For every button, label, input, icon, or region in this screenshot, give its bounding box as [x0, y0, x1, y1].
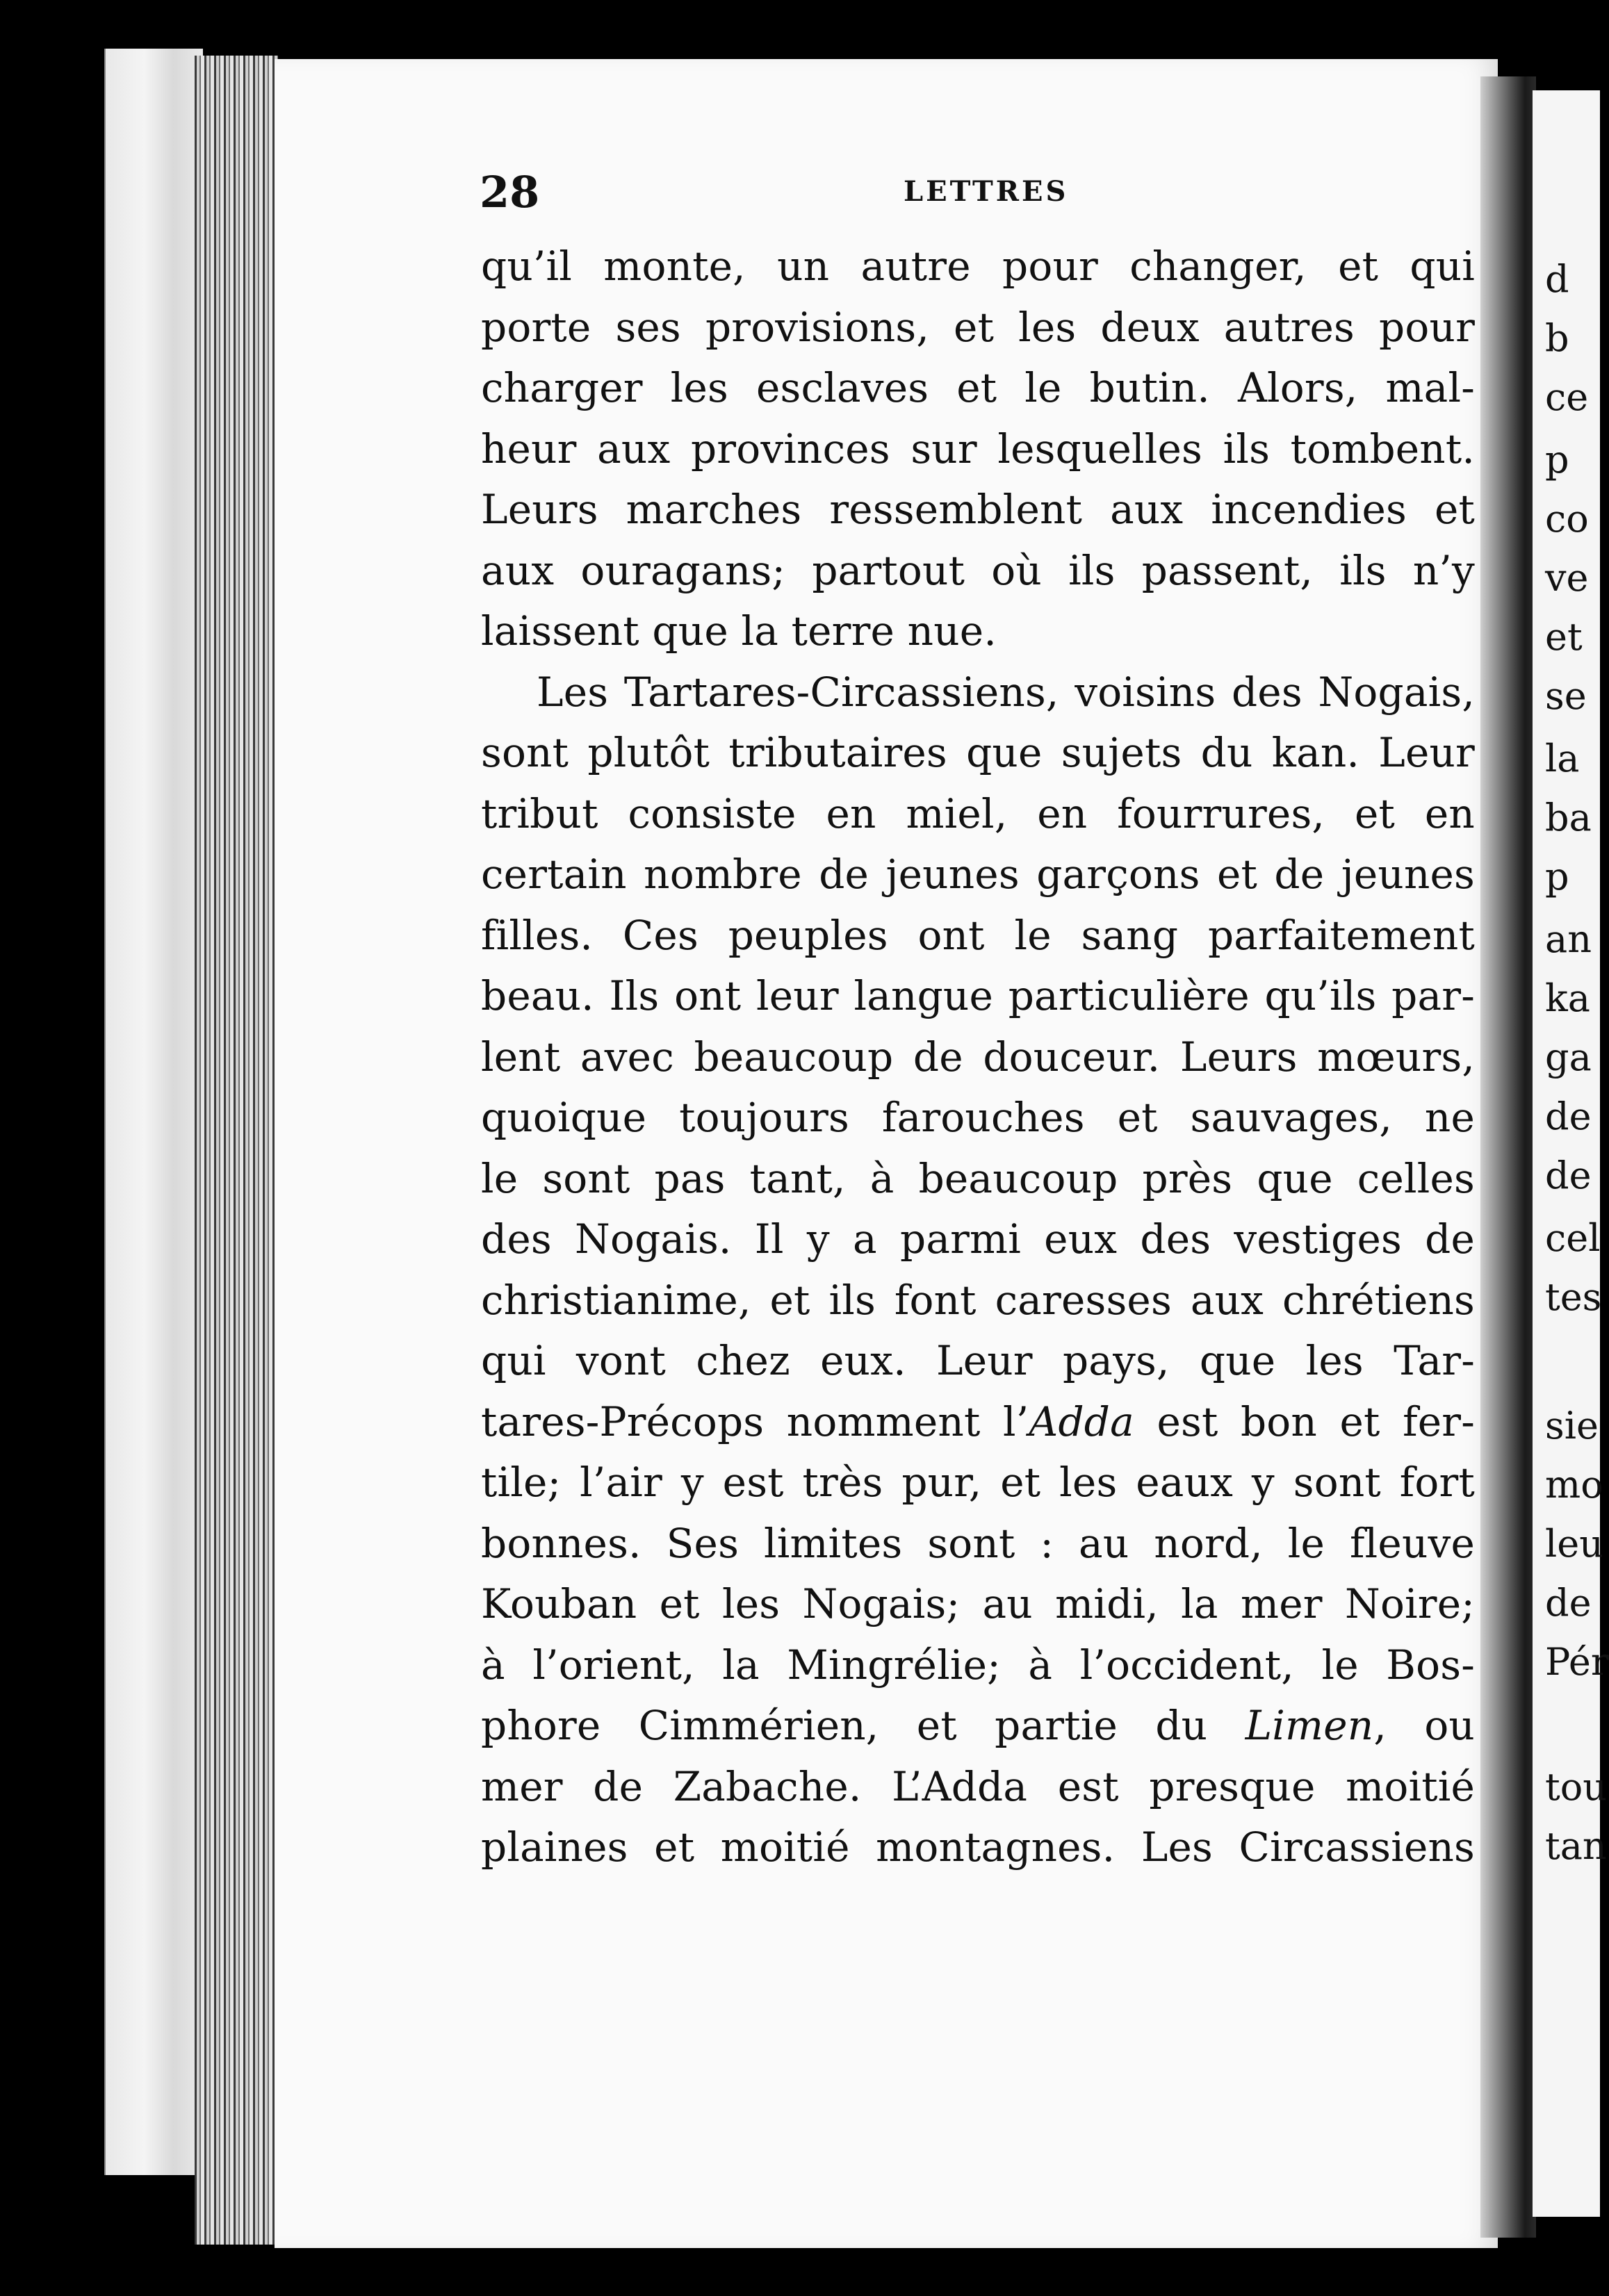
text-line: mer de Zabache. L’Adda est presque moitié — [481, 1762, 1475, 1810]
facing-fragment: mo — [1545, 1463, 1603, 1507]
text-line: charger les esclaves et le butin. Alors, mal- — [481, 364, 1475, 411]
text-line: à l’orient, la Mingrélie; à l’occident, le Bos- — [481, 1641, 1475, 1689]
facing-fragment: tan — [1545, 1824, 1607, 1868]
italic-word-limen: Limen — [1245, 1702, 1374, 1749]
page-edges — [195, 56, 278, 2245]
text-line: quoique toujours farouches et sauvages, ne — [481, 1094, 1475, 1141]
italic-word-adda: Adda — [1029, 1397, 1134, 1445]
text-line: sont plutôt tributaires que sujets du kan. Leur — [481, 729, 1475, 776]
facing-fragment: p — [1545, 438, 1569, 482]
facing-fragment: Pér — [1545, 1640, 1609, 1684]
body-text — [481, 236, 1475, 1878]
text-line: bonnes. Ses limites sont : au nord, le fleuve — [481, 1519, 1475, 1567]
facing-fragment: de — [1545, 1581, 1592, 1625]
facing-fragment: de — [1545, 1094, 1592, 1138]
facing-fragment: p — [1545, 855, 1569, 899]
text-line: certain nombre de jeunes garçons et de jeunes — [481, 851, 1475, 898]
facing-fragment: sie — [1545, 1404, 1599, 1448]
facing-fragment: et — [1545, 615, 1583, 659]
facing-fragment: cel — [1545, 1216, 1601, 1260]
text-line: plaines et moitié montagnes. Les Circassiens — [481, 1823, 1475, 1871]
facing-fragment: ga — [1545, 1035, 1592, 1079]
facing-fragment: ce — [1545, 375, 1589, 419]
text-line: Les Tartares-Circassiens, voisins des Nogais, — [537, 668, 1475, 716]
text-line — [481, 1696, 1475, 1757]
text-segment: est bon et fer- — [1134, 1397, 1475, 1445]
text-line: Leurs marches ressemblent aux incendies et — [481, 486, 1475, 533]
text-line: Kouban et les Nogais; au midi, la mer Noire; — [481, 1580, 1475, 1627]
facing-fragment: ka — [1545, 976, 1590, 1020]
facing-fragment: la — [1545, 737, 1580, 780]
book-gutter — [1480, 76, 1536, 2238]
text-line: christianime, et ils font caresses aux chrétiens — [481, 1276, 1475, 1324]
running-title: LETTRES — [904, 175, 1069, 208]
text-line: aux ouragans; partout où ils passent, ils n’y — [481, 546, 1475, 594]
facing-fragment: co — [1545, 497, 1589, 541]
text-line: qu’il monte, un autre pour changer, et qui — [481, 243, 1475, 290]
text-line: tribut consiste en miel, en fourrures, et en — [481, 789, 1475, 837]
facing-fragment: leu — [1545, 1522, 1604, 1566]
text-segment: tares-Précops nomment l’ — [481, 1397, 1029, 1445]
page-stack-left — [104, 49, 203, 2175]
facing-fragment: d — [1545, 257, 1569, 301]
facing-fragment: tes — [1545, 1275, 1602, 1319]
facing-fragment: se — [1545, 674, 1587, 718]
text-line — [481, 1392, 1475, 1453]
text-line: filles. Ces peuples ont le sang parfaitement — [481, 911, 1475, 959]
text-line: qui vont chez eux. Leur pays, que les Tar- — [481, 1337, 1475, 1384]
text-segment: , ou — [1373, 1702, 1475, 1749]
text-line: beau. Ils ont leur langue particulière qu’ils par- — [481, 972, 1475, 1019]
text-line: porte ses provisions, et les deux autres pour — [481, 303, 1475, 351]
text-segment: phore Cimmérien, et partie du — [481, 1702, 1245, 1749]
text-line: tile; l’air y est très pur, et les eaux y sont fort — [481, 1459, 1475, 1506]
text-line: le sont pas tant, à beaucoup près que celles — [481, 1154, 1475, 1202]
text-line: lent avec beaucoup de douceur. Leurs mœurs, — [481, 1033, 1475, 1081]
text-line: laissent que la terre nue. — [481, 607, 997, 655]
facing-fragment: tou — [1545, 1765, 1607, 1809]
facing-fragment: b — [1545, 316, 1569, 360]
facing-fragment: ve — [1545, 556, 1589, 600]
text-line: heur aux provinces sur lesquelles ils tombent. — [481, 425, 1475, 473]
running-header — [480, 167, 1473, 222]
facing-fragment: an — [1545, 917, 1592, 961]
text-line: des Nogais. Il y a parmi eux des vestiges de — [481, 1215, 1475, 1263]
facing-page — [1533, 90, 1609, 2217]
facing-fragment: de — [1545, 1154, 1592, 1197]
facing-fragment: ba — [1545, 796, 1592, 839]
page-number: 28 — [480, 167, 540, 218]
